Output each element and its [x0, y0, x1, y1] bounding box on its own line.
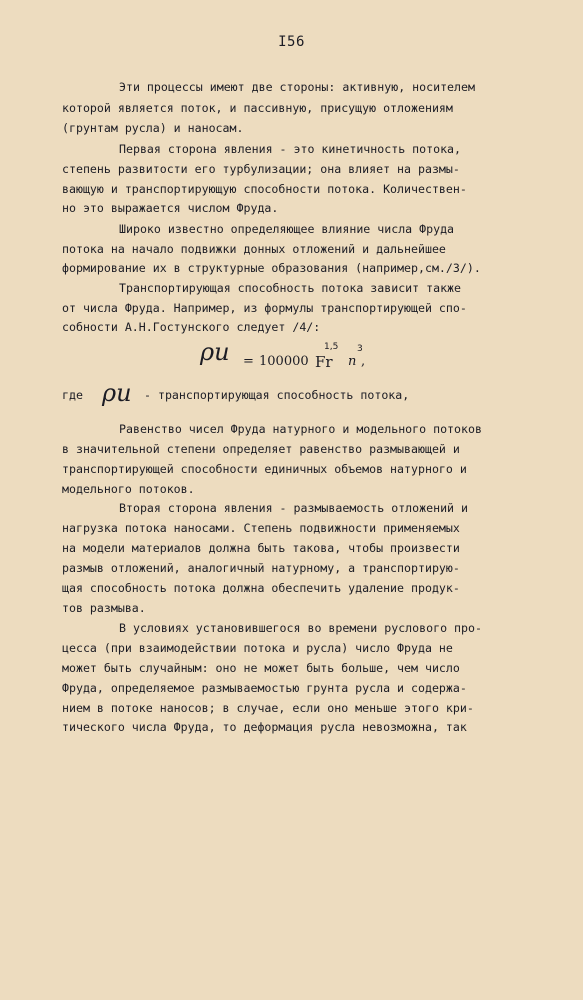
text-line: Вторая сторона явления - размываемость отложений и	[119, 501, 469, 515]
text-line: размыв отложений, аналогичный натурному, а транспортирую-	[62, 561, 460, 575]
text-line: на модели материалов должна быть такова, чтобы произвести	[62, 541, 460, 555]
text-line: щая способность потока должна обеспечить удаление продук-	[62, 581, 460, 595]
text-line: от числа Фруда. Например, из формулы транспортирующей спо-	[62, 301, 467, 315]
where-line	[62, 379, 522, 411]
text-line: транспортирующей способности единичных объемов натурного и	[62, 462, 467, 476]
text-line: В условиях установившегося во времени руслового про-	[119, 621, 482, 635]
where-symbol: ρu	[102, 379, 132, 407]
text-line: формирование их в структурные образования (например,см./3/).	[62, 261, 481, 275]
text-line: которой является поток, и пассивную, присущую отложениям	[62, 101, 453, 115]
text-line: цесса (при взаимодействии потока и русла) число Фруда не	[62, 641, 453, 655]
text-line: вающую и транспортирующую способности потока. Количествен-	[62, 182, 467, 196]
where-word: где	[62, 388, 83, 402]
formula-fr: Fr	[315, 353, 333, 371]
formula-coefficient: 100000	[259, 354, 309, 369]
text-line: степень развитости его турбулизации; она влияет на размы-	[62, 162, 460, 176]
text-line: Первая сторона явления - это кинетичность потока,	[119, 142, 462, 156]
text-line: нагрузка потока наносами. Степень подвижности применяемых	[62, 521, 460, 535]
formula-exp-fr: 1,5	[324, 342, 339, 352]
text-line: Транспортирующая способность потока зависит также	[119, 281, 462, 295]
text-line: собности А.Н.Гостунского следует /4/:	[62, 320, 321, 334]
text-line: потока на начало подвижки донных отложений и дальнейшее	[62, 242, 446, 256]
formula-equals: =	[243, 354, 254, 369]
text-line: может быть случайным: оно не может быть больше, чем число	[62, 661, 460, 675]
text-line: тического числа Фруда, то деформация русла невозможна, так	[62, 720, 467, 734]
text-line: нием в потоке наносов; в случае, если оно меньше этого кри-	[62, 701, 474, 715]
text-line: Равенство чисел Фруда натурного и модельного потоков	[119, 422, 482, 436]
formula-lhs: ρu	[200, 338, 230, 366]
formula-trail: ,	[361, 354, 366, 369]
text-line: но это выражается числом Фруда.	[62, 201, 279, 215]
text-line: Фруда, определяемое размываемостью грунта русла и содержа-	[62, 681, 467, 695]
text-line: модельного потоков.	[62, 482, 195, 496]
text-line: Эти процессы имеют две стороны: активную, носителем	[119, 80, 475, 94]
text-line: (грунтам русла) и наносам.	[62, 121, 244, 135]
formula	[200, 338, 440, 378]
text-line: Широко известно определяющее влияние числа Фруда	[119, 222, 455, 236]
formula-n: n	[348, 354, 357, 369]
where-text: - транспортирующая способность потока,	[144, 388, 410, 402]
text-line: в значительной степени определяет равенство размывающей и	[62, 442, 460, 456]
text-line: тов размыва.	[62, 601, 146, 615]
formula-exp-n: 3	[357, 344, 363, 354]
page-number: I56	[278, 34, 305, 50]
